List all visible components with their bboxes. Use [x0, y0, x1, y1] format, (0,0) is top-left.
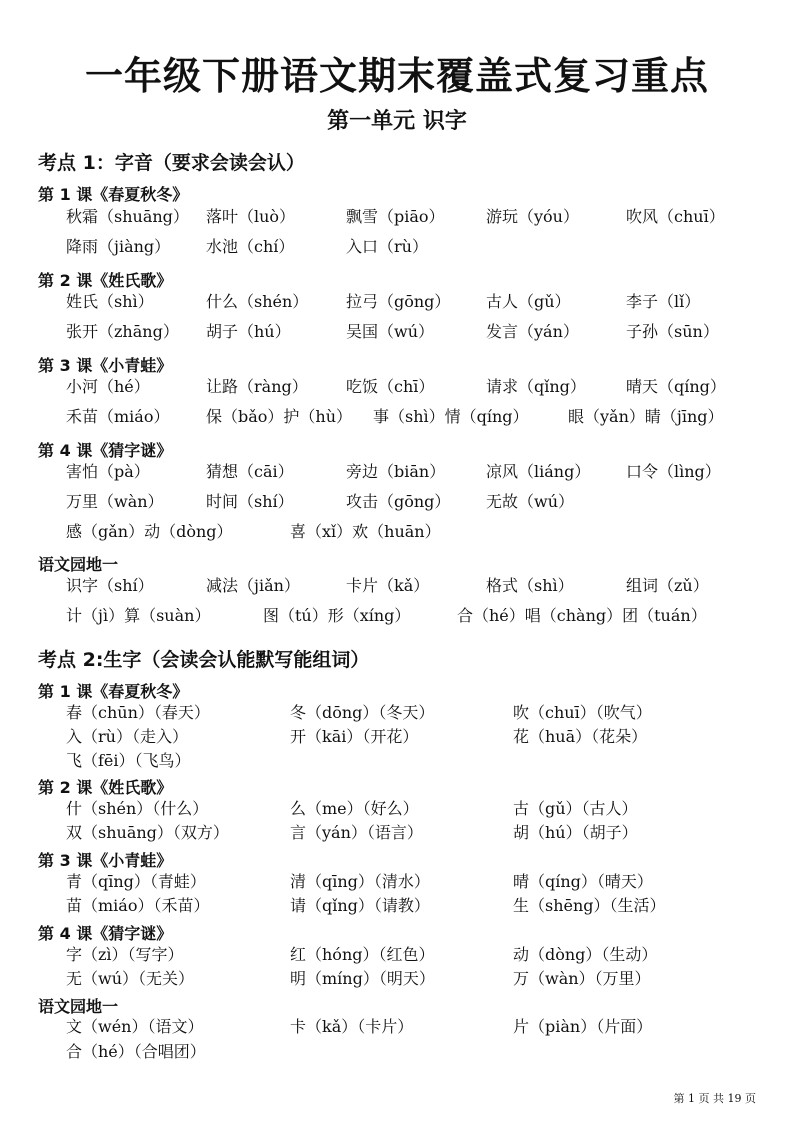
lesson-title: 语文园地一 — [38, 997, 119, 1016]
character-item: 红（hóng）（红色） — [290, 945, 435, 964]
word-item: 飘雪（piāo） — [346, 207, 445, 226]
word-item: 攻击（gōng） — [346, 492, 451, 511]
character-item: 什（shén）（什么） — [66, 799, 209, 818]
word-item: 子孙（sūn） — [626, 322, 719, 341]
character-item: 入（rù）（走入） — [66, 727, 188, 746]
word-item: 晴天（qíng） — [626, 377, 726, 396]
word-item: 入口（rù） — [346, 237, 428, 256]
word-item: 喜（xǐ）欢（huān） — [290, 522, 441, 541]
character-item: 苗（miáo）（禾苗） — [66, 896, 210, 915]
word-item: 古人（gǔ） — [486, 292, 571, 311]
word-item: 旁边（biān） — [346, 462, 446, 481]
word-item: 卡片（kǎ） — [346, 576, 430, 595]
word-item: 保（bǎo）护（hù） — [206, 407, 353, 426]
character-item: 晴（qíng）（晴天） — [513, 872, 653, 891]
word-item: 格式（shì） — [486, 576, 574, 595]
word-item: 请求（qǐng） — [486, 377, 586, 396]
character-item: 明（míng）（明天） — [290, 969, 435, 988]
word-item: 口令（lìng） — [626, 462, 721, 481]
character-item: 文（wén）（语文） — [66, 1017, 204, 1036]
character-item: 请（qǐng）（请教） — [290, 896, 430, 915]
lesson-title: 第 1 课《春夏秋冬》 — [38, 682, 189, 701]
word-item: 小河（hé） — [66, 377, 150, 396]
word-item: 计（jì）算（suàn） — [66, 606, 211, 625]
word-item: 游玩（yóu） — [486, 207, 579, 226]
character-item: 双（shuāng）（双方） — [66, 823, 229, 842]
unit-title: 第一单元 识字 — [327, 109, 467, 134]
word-item: 吃饭（chī） — [346, 377, 435, 396]
word-item: 水池（chí） — [206, 237, 295, 256]
character-item: 花（huā）（花朵） — [513, 727, 648, 746]
kaodian-2-heading: 考点 2:生字（会读会认能默写能组词） — [38, 649, 370, 671]
character-item: 万（wàn）（万里） — [513, 969, 651, 988]
lesson-title: 第 1 课《春夏秋冬》 — [38, 185, 189, 204]
kaodian-1-heading: 考点 1：字音（要求会读会认） — [38, 152, 305, 174]
lesson-title: 第 3 课《小青蛙》 — [38, 851, 173, 870]
character-item: 吹（chuī）（吹气） — [513, 703, 652, 722]
word-item: 拉弓（gōng） — [346, 292, 451, 311]
character-item: 古（gǔ）（古人） — [513, 799, 638, 818]
word-item: 识字（shí） — [66, 576, 154, 595]
word-item: 时间（shí） — [206, 492, 294, 511]
lesson-title: 第 2 课《姓氏歌》 — [38, 778, 173, 797]
character-item: 动（dòng）（生动） — [513, 945, 658, 964]
character-item: 生（shēng）（生活） — [513, 896, 666, 915]
word-item: 禾苗（miáo） — [66, 407, 170, 426]
word-item: 胡子（hú） — [206, 322, 291, 341]
character-item: 冬（dōng）（冬天） — [290, 703, 435, 722]
word-item: 图（tú）形（xíng） — [263, 606, 411, 625]
word-item: 降雨（jiàng） — [66, 237, 171, 256]
lesson-title: 第 4 课《猜字谜》 — [38, 924, 173, 943]
page-footer: 第 1 页 共 19 页 — [673, 1092, 756, 1105]
word-item: 秋霜（shuāng） — [66, 207, 189, 226]
word-item: 凉风（liáng） — [486, 462, 591, 481]
word-item: 合（hé）唱（chàng）团（tuán） — [457, 606, 707, 625]
character-item: 开（kāi）（开花） — [290, 727, 419, 746]
word-item: 组词（zǔ） — [626, 576, 709, 595]
word-item: 落叶（luò） — [206, 207, 296, 226]
word-item: 吹风（chuī） — [626, 207, 725, 226]
word-item: 感（gǎn）动（dòng） — [66, 522, 233, 541]
character-item: 春（chūn）（春天） — [66, 703, 210, 722]
character-item: 飞（fēi）（飞鸟） — [66, 751, 191, 770]
word-item: 李子（lǐ） — [626, 292, 701, 311]
word-item: 无故（wú） — [486, 492, 575, 511]
character-item: 言（yán）（语言） — [290, 823, 423, 842]
character-item: 无（wú）（无关） — [66, 969, 195, 988]
word-item: 吴国（wú） — [346, 322, 435, 341]
character-item: 青（qīng）（青蛙） — [66, 872, 206, 891]
word-item: 害怕（pà） — [66, 462, 150, 481]
word-item: 猜想（cāi） — [206, 462, 294, 481]
word-item: 张开（zhāng） — [66, 322, 179, 341]
word-item: 发言（yán） — [486, 322, 579, 341]
word-item: 事（shì）情（qíng） — [373, 407, 529, 426]
word-item: 减法（jiǎn） — [206, 576, 300, 595]
character-item: 胡（hú）（胡子） — [513, 823, 638, 842]
word-item: 什么（shén） — [206, 292, 309, 311]
word-item: 眼（yǎn）睛（jīng） — [568, 407, 724, 426]
character-item: 么（me）（好么） — [290, 799, 419, 818]
character-item: 清（qīng）（清水） — [290, 872, 430, 891]
character-item: 字（zì）（写字） — [66, 945, 184, 964]
lesson-title: 第 2 课《姓氏歌》 — [38, 271, 173, 290]
word-item: 万里（wàn） — [66, 492, 164, 511]
word-item: 让路（ràng） — [206, 377, 308, 396]
lesson-title: 语文园地一 — [38, 555, 119, 574]
character-item: 合（hé）（合唱团） — [66, 1042, 206, 1061]
page-title: 一年级下册语文期末覆盖式复习重点 — [84, 54, 709, 98]
character-item: 片（piàn）（片面） — [513, 1017, 653, 1036]
word-item: 姓氏（shì） — [66, 292, 154, 311]
lesson-title: 第 4 课《猜字谜》 — [38, 441, 173, 460]
character-item: 卡（kǎ）（卡片） — [290, 1017, 414, 1036]
lesson-title: 第 3 课《小青蛙》 — [38, 356, 173, 375]
